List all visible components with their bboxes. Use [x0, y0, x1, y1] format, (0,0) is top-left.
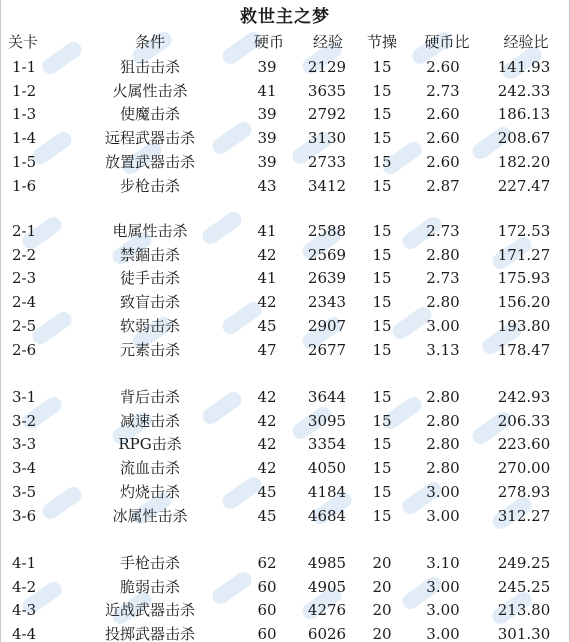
cell-exp: 2569: [307, 245, 347, 264]
cell-coins: 60: [257, 601, 277, 620]
cell-condition: 流血击杀: [119, 459, 180, 478]
cell-exp-ratio: 206.33: [497, 411, 551, 430]
cell-exp: 4684: [307, 506, 347, 525]
table-row: [0, 622, 570, 642]
cell-coins: 42: [257, 435, 277, 454]
cell-stage: 1-5: [12, 152, 37, 171]
cell-section: 15: [372, 245, 392, 264]
table-header: [0, 30, 570, 54]
cell-condition: 电属性击杀: [112, 222, 188, 240]
cell-coin-ratio: 2.80: [426, 435, 460, 454]
cell-stage: 2-2: [12, 245, 37, 264]
cell-coin-ratio: 2.80: [426, 245, 460, 264]
cell-exp: 4905: [307, 577, 347, 596]
cell-condition: 火属性击杀: [112, 81, 188, 100]
cell-coins: 39: [257, 152, 277, 171]
cell-exp-ratio: 312.27: [497, 506, 551, 525]
cell-condition: 灼烧击杀: [119, 482, 180, 501]
cell-stage: 1-4: [12, 129, 37, 148]
cell-exp-ratio: 245.25: [497, 577, 551, 596]
cell-coin-ratio: 3.13: [426, 340, 460, 359]
cell-coins: 41: [257, 222, 277, 240]
cell-stage: 1-6: [12, 176, 37, 195]
header-coins: 硬币: [253, 33, 284, 51]
cell-coin-ratio: 2.80: [426, 411, 460, 430]
table-row: [0, 432, 570, 456]
cell-section: 20: [372, 577, 392, 596]
cell-exp: 3412: [307, 176, 347, 195]
cell-coin-ratio: 2.80: [426, 293, 460, 312]
table-row: [0, 480, 570, 504]
cell-coins: 39: [257, 105, 277, 124]
cell-coins: 45: [257, 506, 277, 525]
table-row: [0, 385, 570, 409]
cell-coins: 62: [257, 554, 277, 572]
table-row: [0, 243, 570, 267]
table-row: [0, 314, 570, 338]
cell-section: 15: [372, 435, 392, 454]
cell-exp: 2129: [307, 58, 347, 76]
table-row: [0, 290, 570, 314]
cell-coins: 42: [257, 293, 277, 312]
cell-exp: 4184: [307, 482, 347, 501]
cell-section: 15: [372, 293, 392, 312]
cell-section: 15: [372, 58, 392, 76]
header-section: 节操: [366, 33, 397, 51]
cell-coins: 42: [257, 245, 277, 264]
cell-stage: 4-1: [12, 554, 37, 572]
cell-section: 15: [372, 81, 392, 100]
table-row: [0, 79, 570, 103]
cell-section: 15: [372, 411, 392, 430]
cell-exp: 2639: [307, 269, 347, 288]
cell-exp-ratio: 213.80: [497, 601, 551, 620]
cell-stage: 4-2: [12, 577, 37, 596]
cell-coin-ratio: 3.00: [426, 316, 460, 335]
cell-coins: 60: [257, 625, 277, 642]
cell-exp: 2907: [307, 316, 347, 335]
table-row: [0, 598, 570, 622]
cell-exp-ratio: 223.60: [497, 435, 551, 454]
cell-stage: 2-5: [12, 316, 37, 335]
cell-exp-ratio: 186.13: [497, 105, 551, 124]
cell-stage: 4-3: [12, 601, 37, 620]
cell-condition: 禁錮击杀: [119, 245, 180, 264]
cell-section: 20: [372, 625, 392, 642]
cell-stage: 3-5: [12, 482, 37, 501]
table-row: [0, 338, 570, 362]
cell-condition: 近战武器击杀: [104, 601, 195, 620]
cell-exp-ratio: 242.93: [497, 388, 551, 406]
cell-exp: 4050: [307, 459, 347, 478]
cell-exp: 2588: [307, 222, 347, 240]
cell-condition: 致盲击杀: [119, 293, 180, 312]
cell-coin-ratio: 2.73: [426, 81, 460, 100]
cell-stage: 2-6: [12, 340, 37, 359]
cell-stage: 3-6: [12, 506, 37, 525]
cell-condition: 狙击击杀: [119, 58, 180, 76]
cell-exp: 2792: [307, 105, 347, 124]
cell-coins: 42: [257, 411, 277, 430]
cell-exp: 3635: [307, 81, 347, 100]
cell-condition: 软弱击杀: [119, 316, 180, 335]
table-row: [0, 219, 570, 243]
cell-coins: 45: [257, 482, 277, 501]
table-row: [0, 409, 570, 433]
header-condition: 条件: [134, 33, 165, 51]
cell-condition: 元素击杀: [119, 340, 180, 359]
cell-section: 20: [372, 554, 392, 572]
table-row: [0, 266, 570, 290]
cell-section: 15: [372, 105, 392, 124]
cell-coin-ratio: 3.00: [426, 601, 460, 620]
cell-stage: 4-4: [12, 625, 37, 642]
header-exp: 经验: [312, 33, 343, 51]
cell-exp-ratio: 178.47: [497, 340, 551, 359]
cell-coins: 41: [257, 81, 277, 100]
cell-exp: 4276: [307, 601, 347, 620]
header-exp-ratio: 经验比: [503, 33, 549, 51]
cell-coins: 47: [257, 340, 277, 359]
cell-exp-ratio: 175.93: [497, 269, 551, 288]
cell-coin-ratio: 3.00: [426, 577, 460, 596]
cell-condition: 手枪击杀: [119, 554, 180, 572]
cell-condition: 背后击杀: [119, 388, 180, 406]
cell-section: 15: [372, 222, 392, 240]
cell-coins: 42: [257, 388, 277, 406]
cell-coin-ratio: 2.80: [426, 388, 460, 406]
table-row: [0, 150, 570, 174]
cell-condition: 冰属性击杀: [112, 506, 188, 525]
table-row: [0, 551, 570, 575]
cell-coin-ratio: 2.73: [426, 222, 460, 240]
cell-stage: 2-3: [12, 269, 37, 288]
cell-stage: 1-2: [12, 81, 37, 100]
table-row: [0, 174, 570, 198]
cell-exp-ratio: 182.20: [497, 152, 551, 171]
cell-exp-ratio: 208.67: [497, 129, 551, 148]
cell-section: 15: [372, 316, 392, 335]
cell-coin-ratio: 3.00: [426, 482, 460, 501]
cell-section: 15: [372, 482, 392, 501]
cell-exp-ratio: 227.47: [497, 176, 551, 195]
cell-condition: 使魔击杀: [119, 105, 180, 124]
header-coin-ratio: 硬币比: [424, 33, 470, 51]
cell-section: 15: [372, 269, 392, 288]
cell-condition: 投掷武器击杀: [104, 625, 195, 642]
cell-exp: 2343: [307, 293, 347, 312]
table-row: [0, 55, 570, 79]
cell-stage: 1-1: [12, 58, 37, 76]
cell-condition: 放置武器击杀: [104, 152, 195, 171]
cell-exp-ratio: 171.27: [497, 245, 551, 264]
cell-exp-ratio: 278.93: [497, 482, 551, 501]
header-stage: 关卡: [8, 33, 39, 51]
cell-stage: 3-4: [12, 459, 37, 478]
cell-stage: 2-4: [12, 293, 37, 312]
cell-stage: 3-1: [12, 388, 37, 406]
cell-stage: 2-1: [12, 222, 37, 240]
cell-coin-ratio: 3.00: [426, 625, 460, 642]
cell-condition: RPG击杀: [118, 435, 182, 454]
cell-exp-ratio: 249.25: [497, 554, 551, 572]
cell-section: 15: [372, 459, 392, 478]
cell-section: 15: [372, 388, 392, 406]
table-row: [0, 575, 570, 599]
cell-section: 20: [372, 601, 392, 620]
cell-coin-ratio: 3.10: [426, 554, 460, 572]
cell-section: 15: [372, 176, 392, 195]
cell-exp: 3130: [307, 129, 347, 148]
cell-condition: 步枪击杀: [119, 176, 180, 195]
cell-exp: 4985: [307, 554, 347, 572]
cell-exp: 2677: [307, 340, 347, 359]
cell-condition: 脆弱击杀: [119, 577, 180, 596]
cell-section: 15: [372, 506, 392, 525]
table-row: [0, 504, 570, 528]
cell-exp-ratio: 270.00: [497, 459, 551, 478]
cell-exp-ratio: 141.93: [497, 58, 551, 76]
cell-exp-ratio: 301.30: [497, 625, 551, 642]
cell-coin-ratio: 2.80: [426, 459, 460, 478]
cell-coins: 39: [257, 58, 277, 76]
cell-exp: 3354: [307, 435, 347, 454]
table-row: [0, 456, 570, 480]
cell-coin-ratio: 2.60: [426, 58, 460, 76]
cell-coins: 39: [257, 129, 277, 148]
table-row: [0, 126, 570, 150]
cell-stage: 3-3: [12, 435, 37, 454]
cell-coin-ratio: 3.00: [426, 506, 460, 525]
cell-coin-ratio: 2.60: [426, 105, 460, 124]
cell-coin-ratio: 2.87: [426, 176, 460, 195]
cell-coins: 60: [257, 577, 277, 596]
cell-section: 15: [372, 340, 392, 359]
cell-coins: 45: [257, 316, 277, 335]
cell-coins: 42: [257, 459, 277, 478]
cell-exp-ratio: 156.20: [497, 293, 551, 312]
cell-exp: 3095: [307, 411, 347, 430]
cell-stage: 1-3: [12, 105, 37, 124]
cell-exp-ratio: 193.80: [497, 316, 551, 335]
cell-exp-ratio: 242.33: [497, 81, 551, 100]
cell-coin-ratio: 2.60: [426, 152, 460, 171]
cell-stage: 3-2: [12, 411, 37, 430]
cell-condition: 远程武器击杀: [104, 129, 195, 148]
cell-coin-ratio: 2.73: [426, 269, 460, 288]
cell-coins: 41: [257, 269, 277, 288]
page-title: 救世主之梦: [240, 7, 330, 27]
cell-exp: 3644: [307, 388, 347, 406]
cell-exp-ratio: 172.53: [497, 222, 551, 240]
cell-coins: 43: [257, 176, 277, 195]
cell-exp: 2733: [307, 152, 347, 171]
cell-exp: 6026: [307, 625, 347, 642]
table-row: [0, 102, 570, 126]
cell-section: 15: [372, 129, 392, 148]
cell-section: 15: [372, 152, 392, 171]
cell-coin-ratio: 2.60: [426, 129, 460, 148]
cell-condition: 减速击杀: [119, 411, 180, 430]
cell-condition: 徒手击杀: [119, 269, 180, 288]
